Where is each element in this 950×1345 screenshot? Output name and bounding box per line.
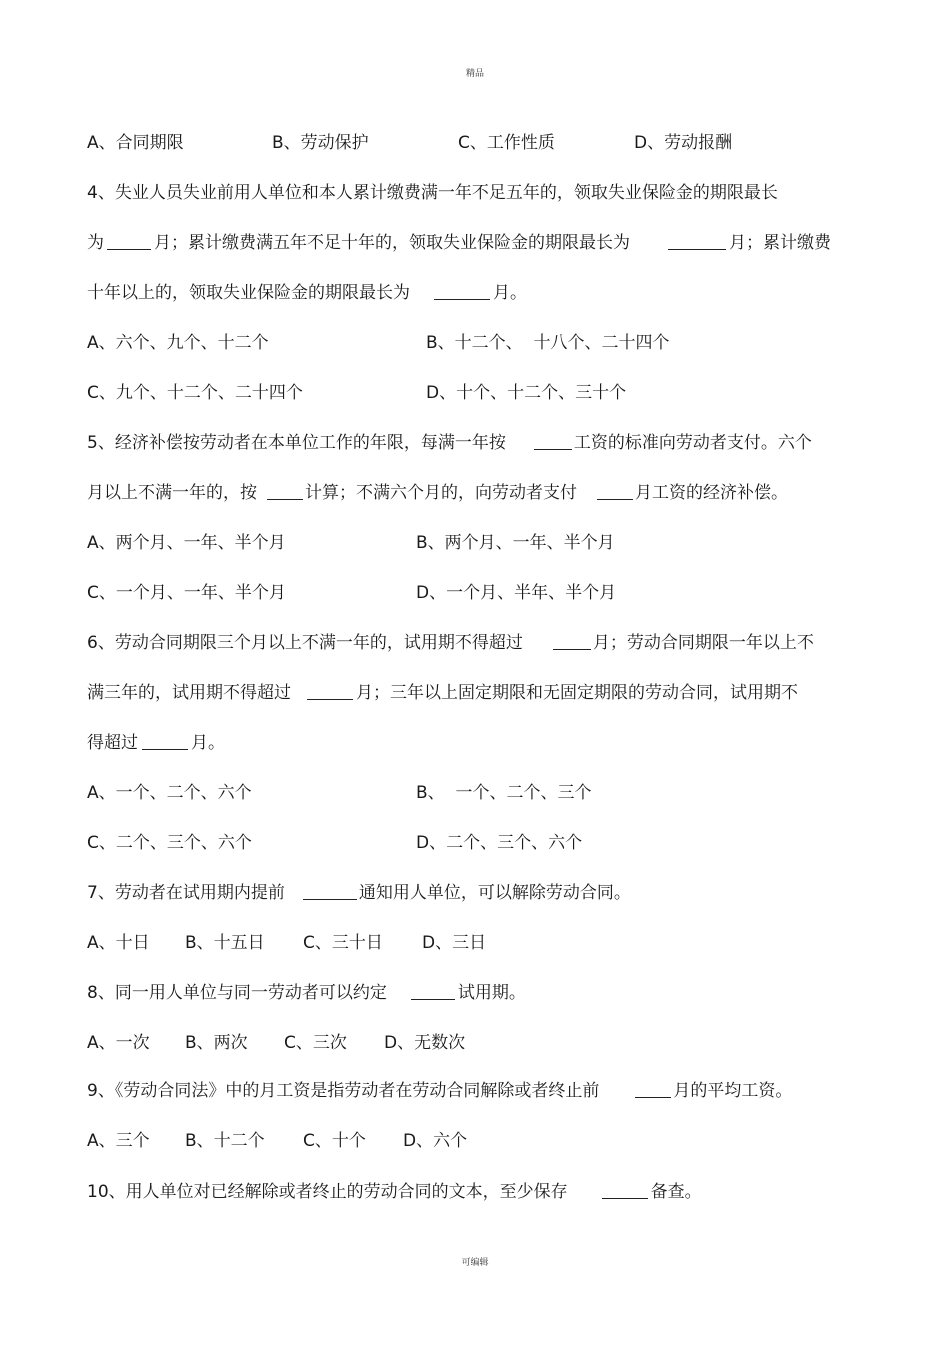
q8-option-b: B、两次 bbox=[185, 1033, 248, 1053]
q9-option-a: A、三个 bbox=[87, 1131, 150, 1151]
q7-option-a: A、十日 bbox=[87, 933, 150, 953]
q6-option-b: B、 一个、二个、三个 bbox=[416, 783, 592, 803]
q4-line-2: 为 月；累计缴费满五年不足十年的，领取失业保险金的期限最长为 月；累计缴费 bbox=[87, 233, 831, 253]
q4-line-1: 4、失业人员失业前用人单位和本人累计缴费满一年不足五年的，领取失业保险金的期限最长 bbox=[87, 183, 778, 203]
answer-blank bbox=[553, 633, 591, 650]
q5-option-d: D、一个月、半年、半个月 bbox=[416, 583, 617, 603]
q6-line-3: 得超过 月。 bbox=[87, 733, 225, 753]
page-header: 精品 bbox=[465, 69, 484, 79]
q5-line-2: 月以上不满一年的，按 计算；不满六个月的，向劳动者支付 月工资的经济补偿。 bbox=[87, 483, 788, 503]
answer-blank bbox=[411, 983, 455, 1000]
q10-line: 10、用人单位对已经解除或者终止的劳动合同的文本，至少保存 备查。 bbox=[87, 1182, 702, 1202]
q3-option-b: B、劳动保护 bbox=[272, 133, 369, 153]
answer-blank bbox=[267, 483, 303, 500]
q8-option-c: C、三次 bbox=[284, 1033, 347, 1053]
q3-option-d: D、劳动报酬 bbox=[634, 133, 733, 153]
q6-line-1: 6、劳动合同期限三个月以上不满一年的，试用期不得超过 月；劳动合同期限一年以上不 bbox=[87, 633, 814, 653]
q7-option-d: D、三日 bbox=[422, 933, 487, 953]
q4-option-a: A、六个、九个、十二个 bbox=[87, 333, 269, 353]
answer-blank bbox=[668, 233, 726, 250]
q6-option-d: D、二个、三个、六个 bbox=[416, 833, 583, 853]
q6-option-c: C、二个、三个、六个 bbox=[87, 833, 252, 853]
q3-option-c: C、工作性质 bbox=[458, 133, 555, 153]
q6-line-2: 满三年的，试用期不得超过 月；三年以上固定期限和无固定期限的劳动合同，试用期不 bbox=[87, 683, 798, 703]
answer-blank bbox=[534, 433, 572, 450]
answer-blank bbox=[635, 1081, 671, 1098]
answer-blank bbox=[107, 233, 151, 250]
answer-blank bbox=[434, 283, 490, 300]
q7-option-c: C、三十日 bbox=[303, 933, 383, 953]
q5-line-1: 5、经济补偿按劳动者在本单位工作的年限，每满一年按 工资的标准向劳动者支付。六个 bbox=[87, 433, 812, 453]
q9-option-b: B、十二个 bbox=[185, 1131, 265, 1151]
q4-option-b: B、十二个、 十八个、二十四个 bbox=[426, 333, 670, 353]
page-footer: 可编辑 bbox=[461, 1258, 489, 1268]
answer-blank bbox=[303, 883, 357, 900]
q9-option-d: D、六个 bbox=[403, 1131, 468, 1151]
answer-blank bbox=[142, 733, 188, 750]
q6-option-a: A、一个、二个、六个 bbox=[87, 783, 252, 803]
q4-option-c: C、九个、十二个、二十四个 bbox=[87, 383, 303, 403]
q9-option-c: C、十个 bbox=[303, 1131, 366, 1151]
q5-option-a: A、两个月、一年、半个月 bbox=[87, 533, 286, 553]
q5-option-b: B、两个月、一年、半个月 bbox=[416, 533, 615, 553]
answer-blank bbox=[307, 683, 353, 700]
q9-line: 9、《劳动合同法》中的月工资是指劳动者在劳动合同解除或者终止前 月的平均工资。 bbox=[87, 1081, 793, 1101]
q8-line: 8、同一用人单位与同一劳动者可以约定 试用期。 bbox=[87, 983, 526, 1003]
answer-blank bbox=[602, 1182, 648, 1199]
answer-blank bbox=[597, 483, 633, 500]
q3-option-a: A、合同期限 bbox=[87, 133, 184, 153]
q5-option-c: C、一个月、一年、半个月 bbox=[87, 583, 286, 603]
q7-line: 7、劳动者在试用期内提前 通知用人单位，可以解除劳动合同。 bbox=[87, 883, 631, 903]
q7-option-b: B、十五日 bbox=[185, 933, 265, 953]
q8-option-d: D、无数次 bbox=[384, 1033, 466, 1053]
q4-line-3: 十年以上的，领取失业保险金的期限最长为 月。 bbox=[87, 283, 527, 303]
q8-option-a: A、一次 bbox=[87, 1033, 150, 1053]
q4-option-d: D、十个、十二个、三十个 bbox=[426, 383, 627, 403]
